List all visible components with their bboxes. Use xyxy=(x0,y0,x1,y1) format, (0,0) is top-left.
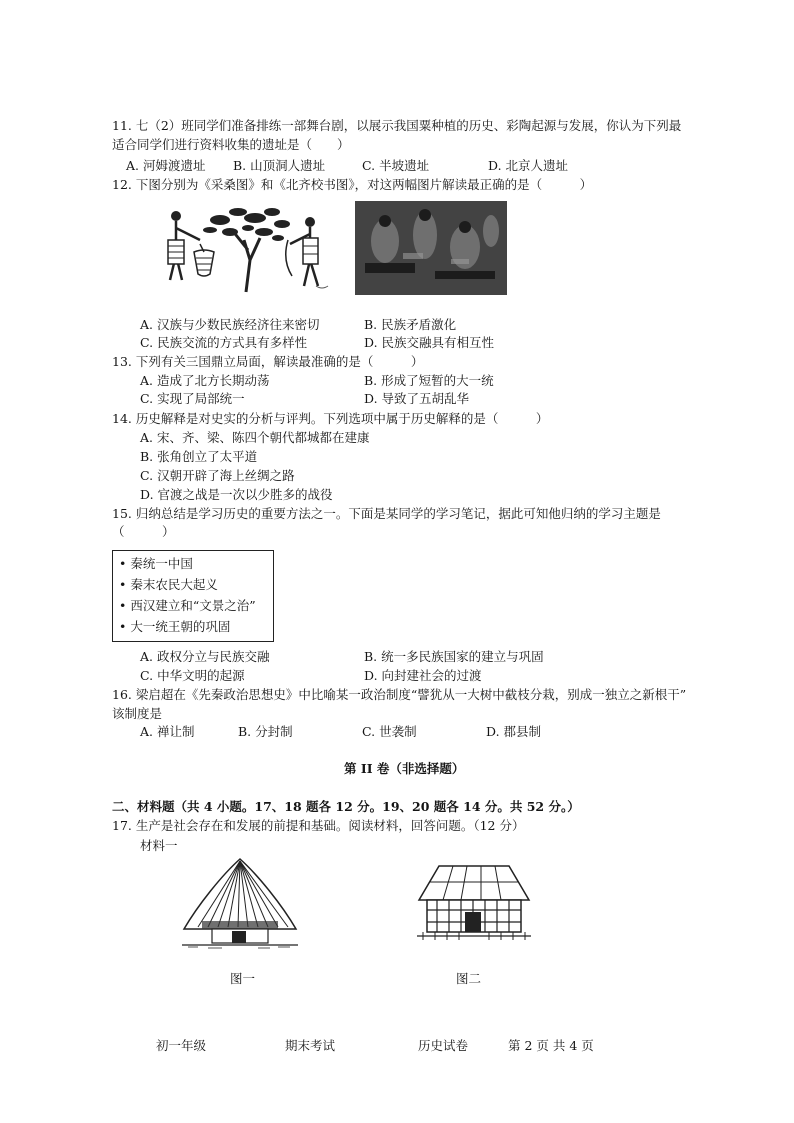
q15-option-a: A. 政权分立与民族交融 xyxy=(140,649,270,664)
footer-exam: 期末考试 xyxy=(285,1038,336,1053)
house-figure-2 xyxy=(413,860,535,946)
q14-option-c: C. 汉朝开辟了海上丝绸之路 xyxy=(140,468,295,483)
fig2-caption: 图二 xyxy=(456,971,482,986)
note-item: • 西汉建立和“文景之治” xyxy=(119,598,256,613)
q12-option-c: C. 民族交流的方式具有多样性 xyxy=(140,335,308,350)
footer-subject: 历史试卷 xyxy=(418,1038,469,1053)
q15-option-c: C. 中华文明的起源 xyxy=(140,668,245,683)
q13-stem: 13. 下列有关三国鼎立局面，解读最准确的是（ ） xyxy=(112,354,424,369)
q12-option-a: A. 汉族与少数民族经济往来密切 xyxy=(140,317,320,332)
q15-option-d: D. 向封建社会的过渡 xyxy=(364,668,482,683)
fig1-caption: 图一 xyxy=(230,971,256,986)
q11-option-b: B. 山顶洞人遗址 xyxy=(233,158,326,173)
q11-option-a: A. 河姆渡遗址 xyxy=(126,158,206,173)
q11-stem-line1: 11. 七（2）班同学们准备排练一部舞台剧，以展示我国粟种植的历史、彩陶起源与发展，你认为下列最 xyxy=(112,118,682,133)
section-heading: 二、材料题（共 4 小题。17、18 题各 12 分。19、20 题各 14 分。共 52 分。） xyxy=(112,799,580,814)
study-notes-box xyxy=(112,550,274,642)
q13-option-b: B. 形成了短暂的大一统 xyxy=(364,373,494,388)
q13-option-d: D. 导致了五胡乱华 xyxy=(364,391,470,406)
q16-stem-line1: 16. 梁启超在《先秦政治思想史》中比喻某一政治制度“譬犹从一大树中截枝分栽，别成一独立之新根干” xyxy=(112,687,687,702)
q14-option-b: B. 张角创立了太平道 xyxy=(140,449,258,464)
q12-option-b: B. 民族矛盾激化 xyxy=(364,317,457,332)
q15-stem-line2: （ ） xyxy=(112,524,175,539)
q14-option-d: D. 官渡之战是一次以少胜多的战役 xyxy=(140,487,333,502)
q16-option-b: B. 分封制 xyxy=(238,724,293,739)
footer-page-number: 第 2 页 共 4 页 xyxy=(508,1038,594,1053)
q12-stem: 12. 下图分别为《采桑图》和《北齐校书图》，对这两幅图片解读最正确的是（ ） xyxy=(112,177,593,192)
q17-stem: 17. 生产是社会存在和发展的前提和基础。阅读材料，回答问题。（12 分） xyxy=(112,818,525,833)
q16-option-c: C. 世袭制 xyxy=(362,724,417,739)
note-item: • 秦末农民大起义 xyxy=(119,577,218,592)
q12-option-d: D. 民族交融具有相互性 xyxy=(364,335,495,350)
footer-grade: 初一年级 xyxy=(156,1038,207,1053)
material-label: 材料一 xyxy=(140,838,178,853)
note-item: • 大一统王朝的巩固 xyxy=(119,619,231,634)
q16-option-a: A. 禅让制 xyxy=(140,724,195,739)
sangcai-picture xyxy=(160,200,338,296)
q14-option-a: A. 宋、齐、梁、陈四个朝代都城都在建康 xyxy=(140,430,370,445)
beiqi-jiaoshu-picture xyxy=(355,201,507,295)
q13-option-c: C. 实现了局部统一 xyxy=(140,391,245,406)
q14-stem: 14. 历史解释是对史实的分析与评判。下列选项中属于历史解释的是（ ） xyxy=(112,411,549,426)
hut-figure-1 xyxy=(178,855,302,951)
q11-option-c: C. 半坡遗址 xyxy=(362,158,430,173)
q11-option-d: D. 北京人遗址 xyxy=(488,158,569,173)
q16-stem-line2: 该制度是 xyxy=(112,706,163,721)
q11-stem-line2: 适合同学们进行资料收集的遗址是（ ） xyxy=(112,137,350,152)
q13-option-a: A. 造成了北方长期动荡 xyxy=(140,373,270,388)
note-item: • 秦统一中国 xyxy=(119,556,193,571)
q15-option-b: B. 统一多民族国家的建立与巩固 xyxy=(364,649,544,664)
part2-title: 第 II 卷（非选择题） xyxy=(344,761,465,776)
q15-stem-line1: 15. 归纳总结是学习历史的重要方法之一。下面是某同学的学习笔记，据此可知他归纳的学习主题是 xyxy=(112,506,661,521)
q16-option-d: D. 郡县制 xyxy=(486,724,542,739)
